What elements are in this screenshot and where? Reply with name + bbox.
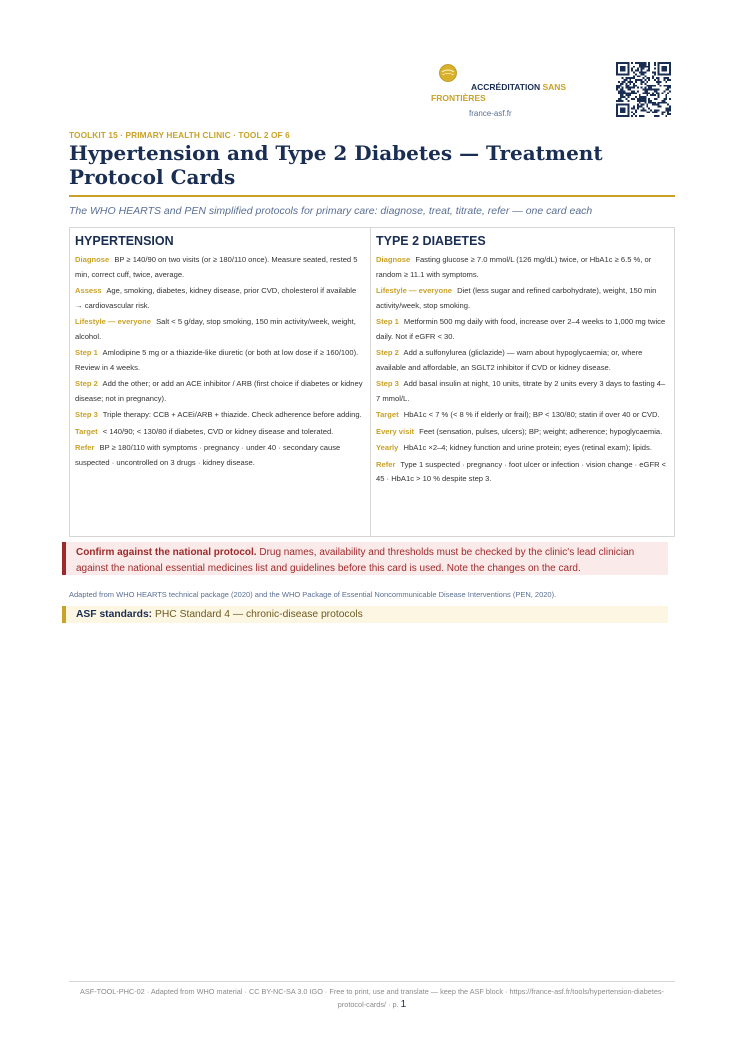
protocol-item-text: BP ≥ 180/110 with symptoms · pregnancy · under 40 · secondary cause suspected · uncontrolled on 3 drugs · kidney disease. xyxy=(75,443,341,467)
page-title: Hypertension and Type 2 Diabetes — Treatment Protocol Cards xyxy=(69,141,603,189)
brand-name xyxy=(431,82,611,104)
protocol-item-text: Add a sulfonylurea (gliclazide) — warn about hypoglycaemia; or, where available and affordable, an SGLT2 inhibitor if CVD or kidney disease. xyxy=(376,348,643,372)
asf-standards-callout xyxy=(62,606,668,623)
brand-url[interactable]: france-asf.fr xyxy=(469,109,512,118)
protocol-item-text: Salt < 5 g/day, stop smoking, 150 min activity/week, weight, alcohol. xyxy=(75,317,356,341)
protocol-item-label: Every visit xyxy=(376,426,414,436)
protocol-item-label: Refer xyxy=(376,459,396,469)
protocol-item xyxy=(75,377,365,406)
warning-lead: Confirm against the national protocol. xyxy=(76,547,257,558)
page-footer xyxy=(69,985,675,1011)
protocol-item-text: Feet (sensation, pulses, ulcers); BP; weight; adherence; hypoglycaemia. xyxy=(419,426,663,436)
protocol-item-text: Age, smoking, diabetes, kidney disease, prior CVD, cholesterol if available → cardiovascular risk. xyxy=(75,286,357,310)
protocol-item-text: BP ≥ 140/90 on two visits (or ≥ 180/110 once). Measure seated, rested 5 min, correct cuff, twice, average. xyxy=(75,255,358,279)
footer-text: ASF-TOOL-PHC-02 · Adapted from WHO material · CC BY-NC-SA 3.0 IGO · Free to print, use and translate — keep the ASF block · https://france-asf.fr/tools/hypertension-diabetes-protocol-cards/ · p. xyxy=(80,987,664,1009)
page-subtitle: The WHO HEARTS and PEN simplified protocols for primary care: diagnose, treat, titrate, refer — one card each xyxy=(69,205,593,217)
protocol-item-label: Lifestyle — everyone xyxy=(75,317,151,326)
brand-name-part1: ACCRÉDITATION xyxy=(471,82,541,92)
protocol-item-text: Metformin 500 mg daily with food, increase over 2–4 weeks to 1,000 mg twice daily. Not if eGFR < 30. xyxy=(376,317,666,341)
protocol-item-text: Fasting glucose ≥ 7.0 mmol/L (126 mg/dL) twice, or HbA1c ≥ 6.5 %, or random ≥ 11.1 with symptoms. xyxy=(376,255,652,279)
protocol-item xyxy=(376,425,669,440)
page-number: 1 xyxy=(400,999,407,1010)
national-protocol-warning xyxy=(62,542,668,575)
protocol-item xyxy=(376,377,669,406)
protocol-item xyxy=(376,253,669,282)
diabetes-heading: TYPE 2 DIABETES xyxy=(376,234,486,248)
protocol-item xyxy=(376,346,669,375)
protocol-item xyxy=(376,284,669,313)
protocol-item xyxy=(376,458,669,487)
warning-text: Drug names, availability and thresholds must be checked by the clinic's lead clinician against the national essential medicines list and guidelines before this card is used. Note the changes on the card. xyxy=(76,547,635,574)
protocol-item xyxy=(75,441,365,470)
protocol-item-label: Lifestyle — everyone xyxy=(376,286,452,295)
protocol-item xyxy=(376,441,669,456)
protocol-item xyxy=(75,346,365,375)
protocol-item-text: HbA1c < 7 % (< 8 % if elderly or frail); BP < 130/80; statin if over 40 or CVD. xyxy=(403,410,660,419)
protocol-item-label: Refer xyxy=(75,443,95,452)
hypertension-card xyxy=(70,228,371,536)
protocol-item-text: HbA1c ×2–4; kidney function and urine protein; eyes (retinal exam); lipids. xyxy=(403,443,652,452)
title-divider xyxy=(69,195,675,197)
diabetes-items xyxy=(376,253,669,487)
toolkit-eyebrow: TOOLKIT 15 · PRIMARY HEALTH CLINIC · TOOL 2 OF 6 xyxy=(69,130,290,140)
protocol-item xyxy=(75,253,365,282)
protocol-item xyxy=(75,408,365,423)
protocol-item-label: Step 2 xyxy=(75,379,98,388)
protocol-item-label: Step 3 xyxy=(75,410,98,419)
protocol-item-text: Amlodipine 5 mg or a thiazide-like diuretic (or both at low dose if ≥ 160/100). Review in 4 weeks. xyxy=(75,348,359,372)
brand-name-part2: SANS FRONTIÈRES xyxy=(431,82,567,103)
protocol-item xyxy=(376,315,669,344)
protocol-item-text: Add the other; or add an ACE inhibitor / ARB (first choice if diabetes or kidney disease; not in pregnancy). xyxy=(75,379,363,403)
protocol-item-label: Target xyxy=(376,410,399,419)
hypertension-heading: HYPERTENSION xyxy=(75,234,174,248)
protocol-item-label: Step 3 xyxy=(376,379,399,388)
protocol-item-label: Step 1 xyxy=(75,348,98,357)
protocol-item-text: Add basal insulin at night, 10 units, titrate by 2 units every 3 days to fasting 4–7 mmol/L. xyxy=(376,379,666,403)
protocol-item xyxy=(75,315,365,344)
protocol-item-text: Triple therapy: CCB + ACEi/ARB + thiazide. Check adherence before adding. xyxy=(102,410,362,419)
protocol-item-label: Step 2 xyxy=(376,348,399,357)
source-note: Adapted from WHO HEARTS technical package (2020) and the WHO Package of Essential Noncommunicable Disease Interventions (PEN, 2020). xyxy=(69,590,557,599)
protocol-item xyxy=(75,284,365,313)
protocol-item-label: Target xyxy=(75,426,98,436)
protocol-cards xyxy=(69,227,675,537)
standards-label: ASF standards: xyxy=(76,609,153,620)
protocol-item-label: Assess xyxy=(75,286,102,295)
hypertension-items xyxy=(75,253,365,470)
protocol-item xyxy=(75,425,365,440)
protocol-item xyxy=(376,408,669,423)
footer-divider xyxy=(69,981,675,982)
protocol-item-text: < 140/90; < 130/80 if diabetes, CVD or kidney disease and tolerated. xyxy=(102,426,334,436)
protocol-item-text: Type 1 suspected · pregnancy · foot ulcer or infection · vision change · eGFR < 45 · HbA1c > 10 % despite step 3. xyxy=(376,459,667,483)
protocol-item-label: Diagnose xyxy=(376,255,411,264)
protocol-item-label: Diagnose xyxy=(75,255,110,264)
diabetes-card xyxy=(371,228,674,536)
qr-code-icon xyxy=(616,62,671,117)
protocol-item-text: Diet (less sugar and refined carbohydrate), weight, 150 min activity/week, stop smoking. xyxy=(376,286,657,310)
asf-globe-logo-icon xyxy=(439,64,457,82)
standards-text: PHC Standard 4 — chronic-disease protocols xyxy=(154,609,363,620)
protocol-item-label: Yearly xyxy=(376,443,399,452)
protocol-item-label: Step 1 xyxy=(376,317,399,326)
